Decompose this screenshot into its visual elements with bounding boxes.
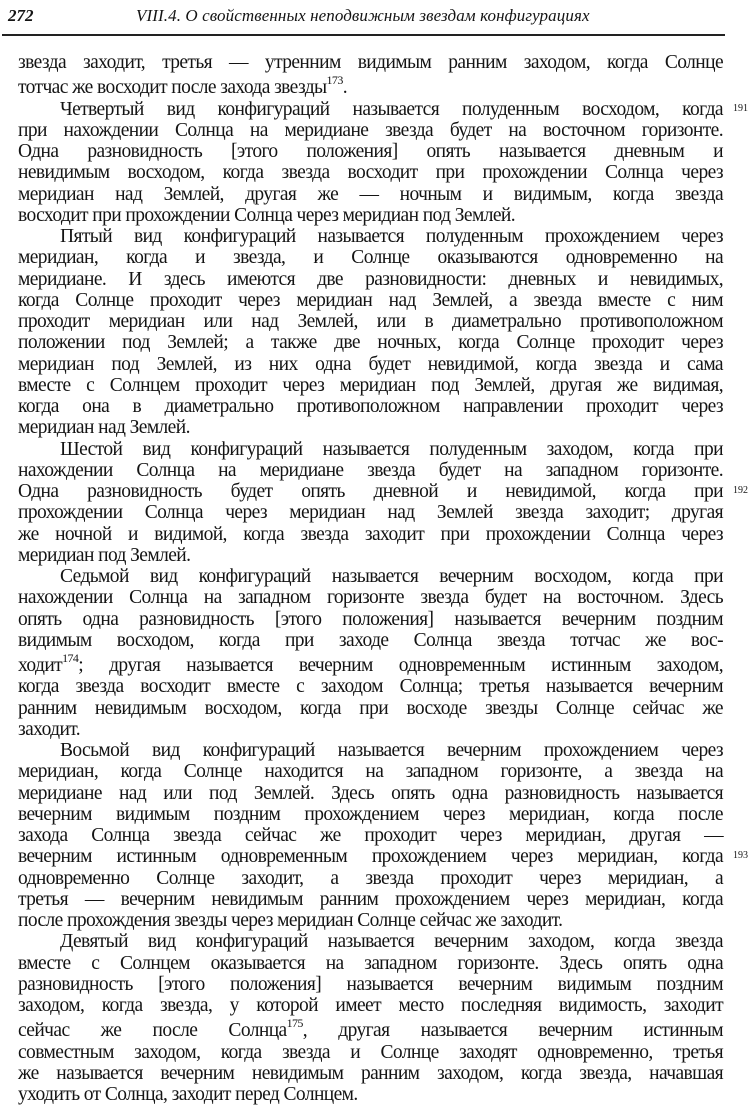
line-text: ; другая называется вечерним одновременным истинным заходом,	[78, 655, 723, 676]
line-text: меридиан под Землей, из них одна будет невидимой, когда звезда и сама	[18, 353, 723, 375]
paragraph	[18, 566, 723, 740]
text-line	[18, 439, 723, 460]
footnote-ref[interactable]: 173	[326, 73, 343, 88]
line-text: меридиан над Землей, другая же — ночным и видимым, когда звезда	[18, 183, 723, 205]
text-line	[18, 332, 723, 353]
line-text: меридиан под Землей.	[18, 544, 191, 566]
text-line	[18, 609, 723, 630]
line-text: вечерним видимым поздним прохождением через меридиан, когда после	[18, 803, 723, 825]
page-header	[0, 0, 752, 40]
line-text: после прохождения звезды через меридиан Солнце сейчас же заходит.	[18, 910, 563, 931]
line-text: опять одна разновидность [этого положения] называется вечерним поздним	[18, 608, 723, 630]
text-line	[18, 676, 723, 697]
line-text: Шестой вид конфигураций называется полуденным заходом, когда при	[60, 438, 723, 460]
text-line	[18, 545, 723, 566]
line-text: Одна разновидность будет опять дневной и невидимой, когда при	[18, 481, 723, 502]
margin-number: 191	[733, 102, 748, 114]
paragraph	[18, 740, 723, 931]
page-number: 272	[8, 6, 34, 25]
text-line	[18, 740, 723, 761]
text-line	[18, 1042, 723, 1063]
line-text: совместным заходом, когда звезда и Солнце заходят одновременно, третья	[18, 1041, 723, 1063]
text-line	[18, 99, 723, 120]
line-text: ранним невидимым восходом, когда при восходе звезды Солнце сейчас же	[18, 697, 723, 719]
text-line	[18, 698, 723, 719]
text-line	[18, 651, 723, 676]
header-rule	[2, 34, 725, 36]
text-line	[18, 825, 723, 846]
footnote-ref[interactable]: 174	[62, 651, 79, 665]
line-text: разновидность [этого положения] называется вечерним видимым поздним	[18, 973, 723, 995]
text-line	[18, 719, 723, 740]
text-line	[18, 889, 723, 910]
line-text: заходом, когда звезда, у которой имеет место последняя видимость, заходит	[18, 995, 723, 1016]
text-line	[18, 974, 723, 995]
text-line	[18, 481, 723, 502]
line-text: заходит.	[18, 718, 81, 740]
text-line	[18, 761, 723, 782]
line-text: вместе с Солнцем оказывается на западном горизонте. Здесь опять одна	[18, 952, 723, 974]
text-line	[18, 910, 723, 931]
line-text: Восьмой вид конфигураций называется вечерним прохождением через	[60, 740, 723, 761]
margin-number: 192	[733, 485, 748, 496]
text-line	[18, 354, 723, 375]
paragraph	[18, 439, 723, 567]
text-line	[18, 184, 723, 205]
line-text: невидимым восходом, когда звезда восходит при прохождении Солнца через	[18, 162, 723, 184]
text-line	[18, 205, 723, 226]
line-text: при нахождении Солнца на меридиане звезда будет на восточном горизонте.	[18, 119, 723, 141]
line-text: тотчас же восходит после захода звезды	[18, 77, 327, 99]
line-text: ходит	[18, 655, 63, 676]
text-line	[18, 396, 723, 417]
footnote-ref[interactable]: 175	[286, 1016, 303, 1031]
line-text: вместе с Солнцем проходит через меридиан под Землей, другая же видимая,	[18, 374, 723, 396]
line-text: Седьмой вид конфигураций называется вечерним восходом, когда при	[60, 566, 723, 587]
paragraph	[18, 226, 723, 439]
text-line	[18, 1016, 723, 1041]
line-text: .	[342, 77, 348, 99]
running-title: VIII.4. О свойственных неподвижным звездам конфигурациях	[136, 6, 590, 25]
paragraph	[18, 52, 723, 99]
text-line	[18, 1084, 723, 1105]
text-line	[18, 783, 723, 804]
text-line	[18, 587, 723, 608]
line-text: когда звезда восходит вместе с заходом Солнца; третья называется вечерним	[18, 676, 723, 698]
line-text: меридиане над или под Землей. Здесь опять одна разновидность называется	[18, 782, 723, 804]
line-text: Одна разновидность [этого положения] опять называется дневным и	[18, 141, 723, 162]
line-text: уходить от Солнца, заходит перед Солнцем.	[18, 1084, 358, 1105]
text-line	[18, 269, 723, 290]
line-text: звезда заходит, третья — утренним видимым ранним заходом, когда Солнце	[18, 52, 723, 73]
text-line	[18, 52, 723, 73]
line-text: же ночной и видимой, когда звезда заходит при прохождении Солнца через	[18, 523, 723, 545]
text-line	[18, 417, 723, 438]
text-line	[18, 846, 723, 867]
line-text: Четвертый вид конфигураций называется полуденным восходом, когда	[60, 98, 723, 120]
main-text	[18, 52, 723, 1105]
text-line	[18, 120, 723, 141]
line-text: меридиан над Землей.	[18, 417, 190, 439]
line-text: захода Солнца звезда сейчас же проходит через меридиан, другая —	[18, 825, 723, 846]
paragraph	[18, 99, 723, 227]
text-line	[18, 524, 723, 545]
line-text: сейчас же после Солнца	[18, 1020, 287, 1042]
text-line	[18, 141, 723, 162]
text-line	[18, 868, 723, 889]
text-line	[18, 311, 723, 332]
line-text: Девятый вид конфигураций называется вечерним заходом, когда звезда	[60, 931, 723, 953]
line-text: , другая называется вечерним истинным	[302, 1020, 723, 1042]
text-line	[18, 566, 723, 587]
line-text: меридиан, когда и звезда, и Солнце оказываются одновременно на	[18, 247, 723, 269]
text-line	[18, 226, 723, 247]
line-text: проходит меридиан или над Землей, или в диаметрально противоположном	[18, 311, 723, 332]
text-line	[18, 375, 723, 396]
text-line	[18, 630, 723, 651]
line-text: когда она в диаметрально противоположном направлении проходит через	[18, 396, 723, 417]
text-line	[18, 995, 723, 1016]
text-line	[18, 502, 723, 523]
text-line	[18, 953, 723, 974]
line-text: одновременно Солнце заходит, а звезда проходит через меридиан, а	[18, 867, 723, 889]
text-line	[18, 804, 723, 825]
text-line	[18, 931, 723, 952]
line-text: Пятый вид конфигураций называется полуденным прохождением через	[60, 226, 723, 247]
text-line	[18, 1063, 723, 1084]
line-text: третья — вечерним невидимым ранним прохождением через меридиан, когда	[18, 888, 723, 910]
line-text: положении под Землей; а также две ночных, когда Солнце проходит через	[18, 332, 723, 354]
text-line	[18, 460, 723, 481]
line-text: видимым восходом, когда при заходе Солнца звезда тотчас же вос-	[18, 629, 723, 651]
margin-number: 193	[733, 850, 748, 862]
text-line	[18, 73, 723, 98]
text-line	[18, 290, 723, 311]
text-line	[18, 162, 723, 183]
paragraph	[18, 931, 723, 1105]
line-text: когда Солнце проходит через меридиан над Землей, а звезда вместе с ним	[18, 289, 723, 311]
text-line	[18, 247, 723, 268]
line-text: вечерним истинным одновременным прохождением через меридиан, когда	[18, 846, 723, 868]
line-text: нахождении Солнца на меридиане звезда будет на западном горизонте.	[18, 459, 723, 481]
line-text: нахождении Солнца на западном горизонте звезда будет на восточном. Здесь	[18, 587, 723, 609]
line-text: прохождении Солнца через меридиан над Землей звезда заходит; другая	[18, 502, 723, 524]
line-text: восходит при прохождении Солнца через меридиан под Землей.	[18, 204, 516, 226]
line-text: меридиане. И здесь имеются две разновидности: дневных и невидимых,	[18, 268, 723, 290]
line-text: же называется вечерним невидимым ранним заходом, когда звезда, начавшая	[18, 1062, 723, 1084]
line-text: меридиан, когда Солнце находится на западном горизонте, а звезда на	[18, 761, 723, 783]
